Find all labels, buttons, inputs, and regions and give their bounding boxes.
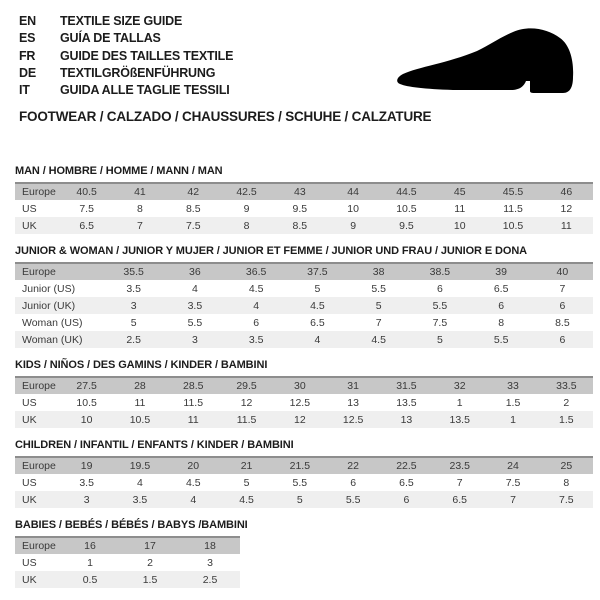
size-value: 6 (253, 316, 260, 329)
size-value: 2.5 (202, 573, 218, 586)
size-value: 6.5 (79, 219, 94, 232)
language-label: GUIDA ALLE TAGLIE TESSILI (60, 83, 230, 98)
size-value: 3 (130, 299, 137, 312)
row-label: Woman (US) (22, 316, 83, 329)
size-value: 32 (453, 380, 466, 392)
size-value: 22.5 (396, 460, 417, 472)
size-value: 13 (347, 396, 359, 409)
size-value: 6 (559, 333, 566, 346)
size-value: 5 (314, 282, 321, 295)
size-table-row (15, 571, 240, 588)
language-list (19, 13, 233, 99)
size-value: 5.5 (432, 299, 448, 312)
size-value: 9.5 (292, 202, 308, 215)
size-value: 1 (510, 413, 516, 426)
row-label: Woman (UK) (22, 333, 83, 346)
size-value: 9 (243, 202, 250, 215)
size-value: 1 (87, 556, 93, 569)
size-value: 19 (80, 460, 93, 472)
size-table (15, 456, 593, 508)
size-value: 6 (403, 493, 410, 506)
size-value: 36 (189, 266, 201, 278)
size-value: 9 (350, 219, 357, 232)
size-value: 3 (207, 556, 213, 569)
size-value: 4.5 (371, 333, 386, 346)
row-label: UK (22, 573, 37, 586)
size-value: 10.5 (396, 202, 417, 215)
size-value: 6 (350, 476, 357, 489)
size-table (15, 376, 593, 428)
size-value: 4 (191, 282, 198, 295)
size-value: 19.5 (129, 460, 151, 472)
size-table (15, 182, 593, 234)
size-value: 21.5 (289, 460, 311, 472)
row-label: UK (22, 413, 37, 426)
size-table-row (15, 474, 593, 491)
shoe-silhouette-path (397, 28, 573, 93)
size-table-title: CHILDREN / INFANTIL / ENFANTS / KINDER / BAMBINI (15, 439, 294, 451)
size-value: 5 (375, 299, 382, 312)
language-label: TEXTILE SIZE GUIDE (60, 14, 183, 28)
row-label: Europe (22, 266, 56, 278)
size-value: 0.5 (82, 573, 98, 586)
size-value: 4.5 (248, 282, 264, 295)
size-table-row (15, 297, 593, 314)
size-value: 40.5 (76, 186, 97, 198)
language-code: ES (19, 31, 36, 46)
size-value: 33.5 (556, 380, 577, 392)
size-value: 8 (137, 202, 143, 215)
size-value: 4.5 (239, 493, 254, 506)
size-value: 7.5 (559, 493, 574, 506)
row-label: UK (22, 493, 37, 506)
size-value: 8 (498, 316, 505, 329)
size-value: 3.5 (187, 299, 203, 312)
size-value: 7 (456, 476, 463, 489)
size-tables (15, 165, 593, 599)
size-value: 25 (560, 460, 573, 472)
size-value: 29.5 (236, 380, 257, 392)
size-value: 42.5 (236, 186, 257, 198)
row-label: Europe (22, 186, 56, 198)
language-row (19, 48, 233, 65)
language-label: GUIDE DES TAILLES TEXTILE (60, 48, 234, 63)
size-value: 5 (130, 316, 137, 329)
size-table-row (15, 491, 593, 508)
size-value: 5.5 (493, 333, 509, 346)
size-value: 28 (134, 380, 146, 392)
language-row (19, 82, 233, 99)
size-value: 2.5 (126, 333, 141, 346)
size-value: 27.5 (76, 380, 97, 392)
size-table-row (15, 314, 593, 331)
size-value: 41 (134, 186, 146, 198)
size-value: 20 (187, 460, 200, 472)
size-value: 1.5 (559, 413, 574, 426)
size-value: 8 (243, 219, 250, 232)
size-value: 21 (240, 460, 253, 472)
size-value: 38 (372, 266, 385, 278)
size-table-row (15, 331, 593, 348)
size-value: 11.5 (503, 202, 523, 215)
size-value: 31 (347, 380, 359, 392)
size-value: 33 (507, 380, 519, 392)
size-value: 7 (510, 493, 516, 506)
size-value: 4 (314, 333, 321, 346)
size-value: 12 (240, 396, 253, 409)
size-value: 1.5 (505, 396, 521, 409)
size-value: 2 (147, 556, 153, 569)
size-value: 12 (560, 202, 573, 215)
size-value: 38.5 (429, 266, 451, 278)
size-value: 44 (347, 186, 359, 198)
size-value: 31.5 (396, 380, 417, 392)
size-value: 42 (187, 186, 200, 198)
size-value: 13 (400, 413, 413, 426)
size-value: 4 (190, 493, 197, 506)
size-table-section (15, 245, 593, 348)
size-value: 11.5 (183, 396, 204, 409)
size-value: 16 (84, 540, 96, 552)
size-value: 6.5 (399, 476, 414, 489)
size-table-row (15, 183, 593, 200)
size-value: 7 (375, 316, 382, 329)
size-value: 8 (563, 476, 570, 489)
size-value: 13.5 (449, 413, 470, 426)
dress-shoe-icon (393, 26, 583, 98)
size-value: 11.5 (236, 413, 257, 426)
size-value: 5.5 (187, 316, 203, 329)
row-label: Junior (US) (22, 282, 76, 295)
size-value: 1 (456, 396, 463, 409)
row-label: US (22, 476, 37, 489)
size-value: 10.5 (129, 413, 151, 426)
size-table-row (15, 217, 593, 234)
size-table-row (15, 377, 593, 394)
size-table-row (15, 263, 593, 280)
size-table-row (15, 200, 593, 217)
size-value: 7 (559, 282, 566, 295)
size-value: 6.5 (493, 282, 509, 295)
size-value: 7 (137, 219, 143, 232)
size-value: 12 (293, 413, 306, 426)
size-table-title: BABIES / BEBÉS / BÉBÉS / BABYS /BAMBINI (15, 519, 248, 531)
size-value: 28.5 (183, 380, 204, 392)
size-table-section (15, 359, 593, 428)
size-table-row (15, 537, 240, 554)
size-table (15, 536, 240, 588)
size-value: 44.5 (396, 186, 417, 198)
size-value: 7.5 (432, 316, 448, 329)
size-value: 43 (293, 186, 306, 198)
size-value: 39 (495, 266, 507, 278)
size-value: 35.5 (123, 266, 144, 278)
size-value: 13.5 (396, 396, 417, 409)
size-value: 10 (347, 202, 359, 215)
size-value: 9.5 (399, 219, 414, 232)
size-table-title: MAN / HOMBRE / HOMME / MANN / MAN (15, 165, 223, 177)
size-value: 10 (453, 219, 466, 232)
row-label: UK (22, 219, 37, 232)
size-value: 5 (243, 476, 250, 489)
row-label: US (22, 556, 37, 569)
size-table-row (15, 554, 240, 571)
size-value: 6 (498, 299, 505, 312)
language-label: GUÍA DE TALLAS (60, 31, 161, 46)
size-value: 46 (560, 186, 573, 198)
size-value: 18 (204, 540, 216, 552)
language-code: DE (19, 65, 36, 80)
row-label: Europe (22, 380, 56, 392)
size-value: 5 (436, 333, 443, 346)
size-value: 8.5 (555, 316, 570, 329)
size-value: 5.5 (292, 476, 308, 489)
size-table-section (15, 165, 593, 234)
row-label: Europe (22, 460, 56, 472)
size-value: 3.5 (79, 476, 94, 489)
size-value: 10.5 (76, 396, 97, 409)
size-value: 4.5 (185, 476, 201, 489)
row-label: US (22, 202, 37, 215)
size-value: 12.5 (289, 396, 311, 409)
row-label: US (22, 396, 37, 409)
size-value: 6 (436, 282, 443, 295)
category-header: FOOTWEAR / CALZADO / CHAUSSURES / SCHUHE / CALZATURE (19, 109, 432, 124)
language-row (19, 30, 233, 47)
size-value: 4 (253, 299, 260, 312)
size-value: 30 (293, 380, 306, 392)
row-label: Europe (22, 540, 56, 552)
size-table-row (15, 411, 593, 428)
size-value: 3.5 (132, 493, 148, 506)
size-value: 1.5 (142, 573, 158, 586)
size-value: 45 (453, 186, 466, 198)
size-value: 24 (507, 460, 519, 472)
size-table (15, 262, 593, 348)
size-value: 37.5 (307, 266, 328, 278)
size-value: 40 (556, 266, 569, 278)
size-value: 6.5 (310, 316, 325, 329)
size-value: 36.5 (245, 266, 267, 278)
size-value: 7.5 (185, 219, 201, 232)
size-value: 11 (560, 219, 572, 232)
size-value: 5.5 (371, 282, 386, 295)
size-value: 5.5 (345, 493, 361, 506)
language-row (19, 65, 233, 82)
size-value: 8.5 (292, 219, 308, 232)
size-table-section (15, 439, 593, 508)
size-value: 10 (80, 413, 93, 426)
size-value: 12.5 (342, 413, 364, 426)
size-value: 8.5 (185, 202, 201, 215)
language-code: IT (19, 83, 30, 98)
size-value: 23.5 (449, 460, 470, 472)
size-table-row (15, 394, 593, 411)
size-table-title: KIDS / NIÑOS / DES GAMINS / KINDER / BAMBINI (15, 359, 268, 371)
size-value: 3 (191, 333, 198, 346)
size-table-title: JUNIOR & WOMAN / JUNIOR Y MUJER / JUNIOR ET FEMME / JUNIOR UND FRAU / JUNIOR E DONA (15, 245, 528, 257)
size-value: 11 (454, 202, 466, 215)
size-value: 11 (134, 396, 146, 409)
size-value: 6.5 (452, 493, 468, 506)
size-value: 10.5 (502, 219, 524, 232)
size-value: 4.5 (310, 299, 325, 312)
size-value: 11 (187, 413, 199, 426)
language-label: TEXTILGRÖßENFÜHRUNG (60, 65, 216, 80)
size-value: 4 (137, 476, 143, 489)
language-code: FR (19, 48, 36, 63)
size-value: 3.5 (126, 282, 141, 295)
size-value: 7.5 (79, 202, 94, 215)
size-value: 3 (83, 493, 90, 506)
size-value: 17 (144, 540, 156, 552)
language-row (19, 13, 233, 30)
size-value: 3.5 (248, 333, 264, 346)
size-table-row (15, 280, 593, 297)
row-label: Junior (UK) (22, 299, 76, 312)
language-code: EN (19, 14, 36, 28)
size-value: 45.5 (502, 186, 524, 198)
size-value: 5 (296, 493, 303, 506)
size-value: 6 (559, 299, 566, 312)
size-table-section (15, 519, 593, 588)
size-value: 7.5 (505, 476, 521, 489)
size-value: 2 (563, 396, 570, 409)
size-value: 22 (347, 460, 359, 472)
size-table-row (15, 457, 593, 474)
